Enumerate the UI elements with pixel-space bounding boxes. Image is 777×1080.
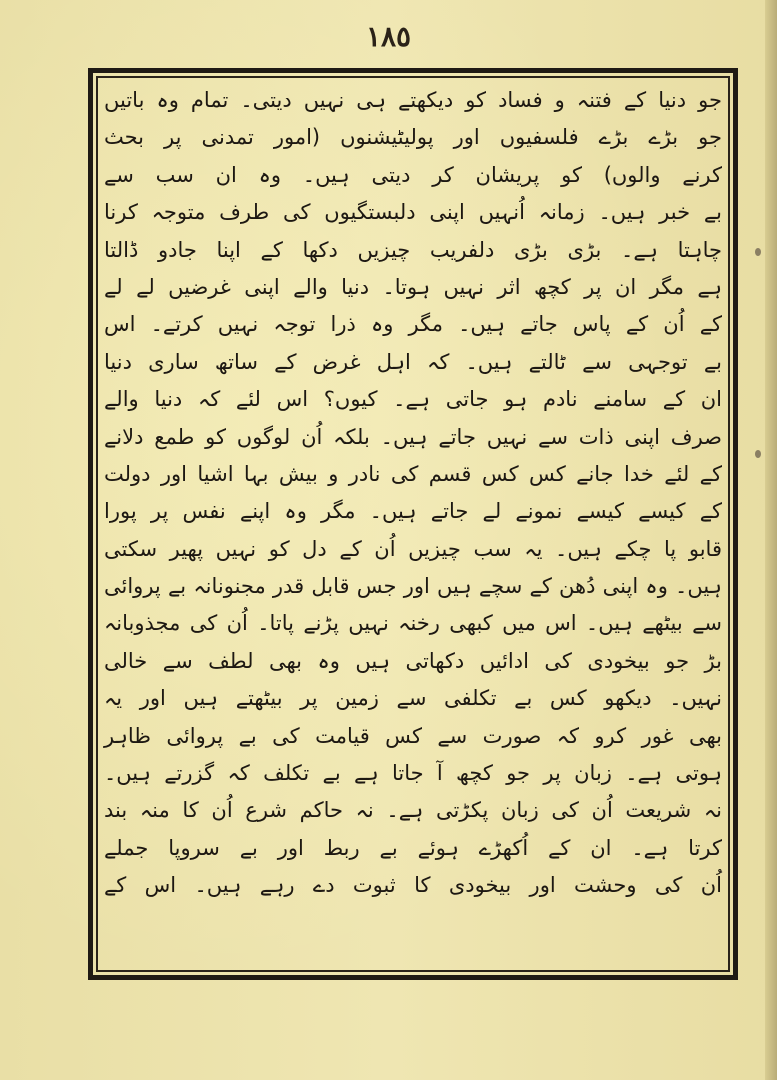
margin-mark	[755, 450, 761, 458]
text-line: بھی غور کرو کہ صورت سے کس قیامت کی بے پروائی ظاہر	[104, 723, 722, 748]
text-line: قابو پا چکے ہیں۔ یہ سب چیزیں اُن کے دل کو نہیں پھیر سکتی	[104, 536, 722, 561]
text-line: بے توجہی سے ٹالتے ہیں۔ کہ اہل غرض کے ساتھ ساری دنیا	[104, 349, 722, 374]
text-line: کے کیسے کیسے نمونے لے جاتے ہیں۔ مگر وہ اپنے نفس پر پورا	[104, 499, 722, 524]
text-line: ہے مگر ان پر کچھ اثر نہیں ہوتا۔ دنیا والے اپنی غرضیں لے لے	[104, 274, 722, 299]
body-text	[102, 82, 724, 970]
text-line: نہیں۔ دیکھو کس بے تکلفی سے زمین پر بیٹھتے ہیں اور یہ	[104, 686, 722, 711]
text-line: اُن کی وحشت اور بیخودی کا ثبوت دے رہے ہیں۔ اس کے	[104, 873, 722, 898]
text-line: جو دنیا کے فتنہ و فساد کو دیکھتے ہی نہیں دیتی۔ تمام وہ باتیں	[104, 88, 722, 112]
text-line: ان کے سامنے نادم ہو جاتی ہے۔ کیوں؟ اس لئے کہ دنیا والے	[104, 387, 722, 412]
text-line: کرتا ہے۔ ان کے اُکھڑے ہوئے بے ربط اور بے سروپا جملے	[104, 835, 722, 860]
text-line: ہیں۔ وہ اپنی دُھن کے سچے ہیں اور جس قابل قدر مجنونانہ بے پروائی	[104, 574, 722, 599]
text-line: جو بڑے بڑے فلسفیوں اور پولیٹیشنوں (امور تمدنی پر بحث	[104, 125, 722, 150]
text-line: صرف اپنی ذات سے نہیں جاتے ہیں۔ بلکہ اُن لوگوں کو طمع دلانے	[104, 424, 722, 449]
text-line: سے بیٹھے ہیں۔ اس میں کبھی رخنہ نہیں پڑنے پاتا۔ اُن کی مجذوبانہ	[104, 611, 722, 636]
text-line: کے لئے خدا جانے کس کس قسم کی نادر و بیش بہا اشیا اور دولت	[104, 461, 722, 486]
text-line: کرنے والوں) کو پریشان کر دیتی ہیں۔ وہ ان سب سے	[104, 162, 722, 187]
text-line: نہ شریعت اُن کی زبان پکڑتی ہے۔ نہ حاکم شرع اُن کا منہ بند	[104, 798, 722, 823]
text-line: کے اُن کے پاس جاتے ہیں۔ مگر وہ ذرا توجہ نہیں کرتے۔ اس	[104, 312, 722, 337]
text-line: چاہتا ہے۔ بڑی بڑی دلفریب چیزیں دکھا کے اپنا جادو ڈالتا	[104, 237, 722, 262]
text-line: ہوتی ہے۔ زبان پر جو کچھ آ جاتا ہے بے تکلف کہ گزرتے ہیں۔	[104, 761, 722, 786]
text-line: بے خبر ہیں۔ زمانہ اُنہیں اپنی دلبستگیوں کی طرف متوجہ کرنا	[104, 200, 722, 225]
margin-mark	[755, 248, 761, 256]
page-edge	[765, 0, 777, 1080]
text-line: بڑ جو بیخودی کی ادائیں دکھاتی ہیں وہ بھی لطف سے خالی	[104, 648, 722, 673]
page-number: ١٨٥	[365, 20, 412, 53]
